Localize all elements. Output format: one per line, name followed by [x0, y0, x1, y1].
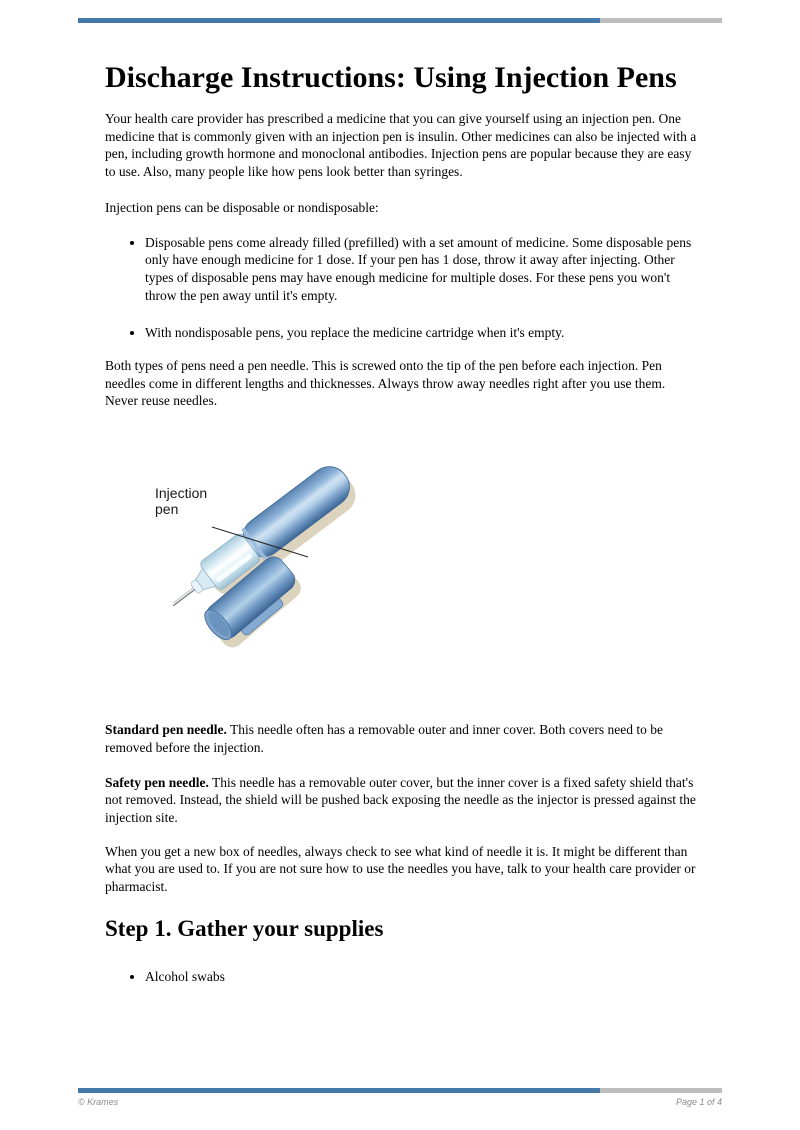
pen-needle-paragraph: Both types of pens need a pen needle. This is screwed onto the tip of the pen before each injection. Pen needles come in different lengths and thicknesses. Always throw away needles right after you use them. Never reuse needles.	[105, 358, 666, 409]
intro-paragraph: Your health care provider has prescribed a medicine that you can give yourself using an injection pen. One medicine that is commonly given with an injection pen is insulin. Other medicines can also be injected with a pen, including growth hormone and monoclonal antibodies. Injection pens are popular because they are easy to use. Also, many people like how pens look better than syringes.	[105, 111, 697, 180]
supplies-list	[105, 968, 697, 986]
pen-types-lead-paragraph: Injection pens can be disposable or nondisposable:	[105, 199, 379, 215]
pen-types-list	[105, 234, 697, 343]
figure-label-line2: pen	[155, 501, 179, 518]
injection-pen-figure	[105, 422, 697, 712]
standard-pen-needle-text: This needle often has a removable outer and inner cover. Both covers need to be removed before the injection.	[105, 722, 664, 755]
header-bar-blue-segment	[78, 18, 600, 23]
injection-pen-illustration	[120, 422, 500, 712]
figure-label	[155, 485, 207, 517]
header-accent-bar	[78, 18, 722, 23]
list-item-alcohol-swabs: • Alcohol swabs	[145, 968, 697, 986]
new-box-paragraph: When you get a new box of needles, always check to see what kind of needle it is. It might be different than what you are used to. If you are not sure how to use the needles you have, talk to your health care provider or pharmacist.	[105, 843, 696, 895]
header-bar-gray-segment	[600, 18, 722, 23]
standard-pen-needle-paragraph	[105, 721, 697, 756]
footer-accent-bar	[78, 1088, 722, 1093]
safety-pen-needle-bold: Safety pen needle.	[105, 774, 209, 790]
footer-page-number: Page 1 of 4	[675, 1097, 722, 1107]
safety-pen-needle-paragraph	[105, 774, 697, 827]
page-title: Discharge Instructions: Using Injection Pens	[105, 61, 677, 94]
list-item-nondisposable: • With nondisposable pens, you replace the medicine cartridge when it's empty.	[145, 324, 697, 342]
footer-bar-gray-segment	[600, 1088, 722, 1093]
safety-pen-needle-text: This needle has a removable outer cover, but the inner cover is a fixed safety shield that's not removed. Instead, the shield will be pushed back exposing the needle as the injector is pressed against the injection site.	[105, 774, 696, 825]
list-item-disposable: • Disposable pens come already filled (prefilled) with a set amount of medicine. Some disposable pens only have enough medicine for 1 dose. If your pen has 1 dose, throw it away after injecting. Other types of disposable pens may have enough medicine for multiple doses. For these pens you won't throw the pen away until it's empty.	[145, 234, 697, 305]
footer-bar-blue-segment	[78, 1088, 600, 1093]
standard-pen-needle-bold: Standard pen needle.	[105, 722, 227, 738]
footer-copyright: © Krames	[78, 1097, 119, 1107]
step1-heading: Step 1. Gather your supplies	[105, 915, 384, 941]
footer	[78, 1097, 722, 1107]
figure-label-line1: Injection	[155, 485, 208, 502]
document-content	[105, 57, 697, 985]
